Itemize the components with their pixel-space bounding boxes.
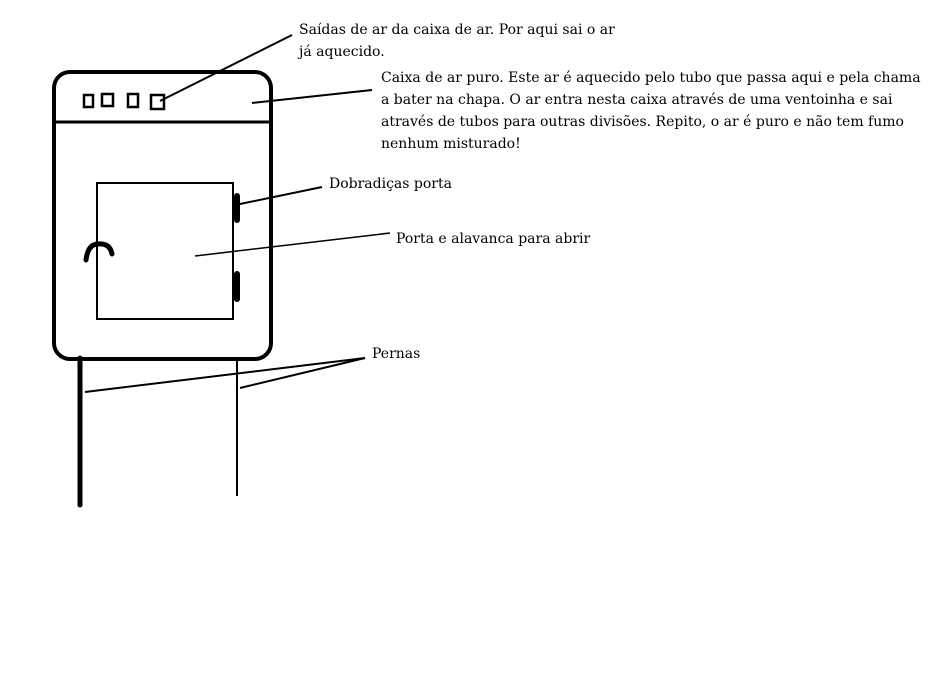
door-lever	[86, 244, 112, 260]
air-outlet	[151, 95, 164, 109]
air-outlet	[84, 95, 93, 107]
door-label: Porta e alavanca para abrir	[396, 231, 591, 247]
leader-line-door	[195, 233, 390, 256]
air-box-label: Caixa de ar puro. Este ar é aquecido pelo tubo que passa aqui e pela chama a bater na chapa. O ar entra nesta caixa através de uma ventoinha e sai através de tubos para outras divisões. Repito, o ar é puro e não tem fumo nenhum misturado!	[381, 70, 921, 152]
stove-door	[97, 183, 233, 319]
air-outlet	[102, 94, 113, 106]
leader-line-legs-left	[85, 358, 365, 392]
air-outlets-label: Saídas de ar da caixa de ar. Por aqui sai o ar já aquecido.	[299, 22, 615, 60]
leader-line-legs-right	[240, 358, 365, 388]
hinges-label: Dobradiças porta	[329, 176, 452, 192]
air-outlets	[84, 94, 164, 109]
legs-label: Pernas	[372, 346, 421, 362]
air-outlet	[128, 94, 138, 107]
leader-line-hinges	[240, 187, 322, 204]
